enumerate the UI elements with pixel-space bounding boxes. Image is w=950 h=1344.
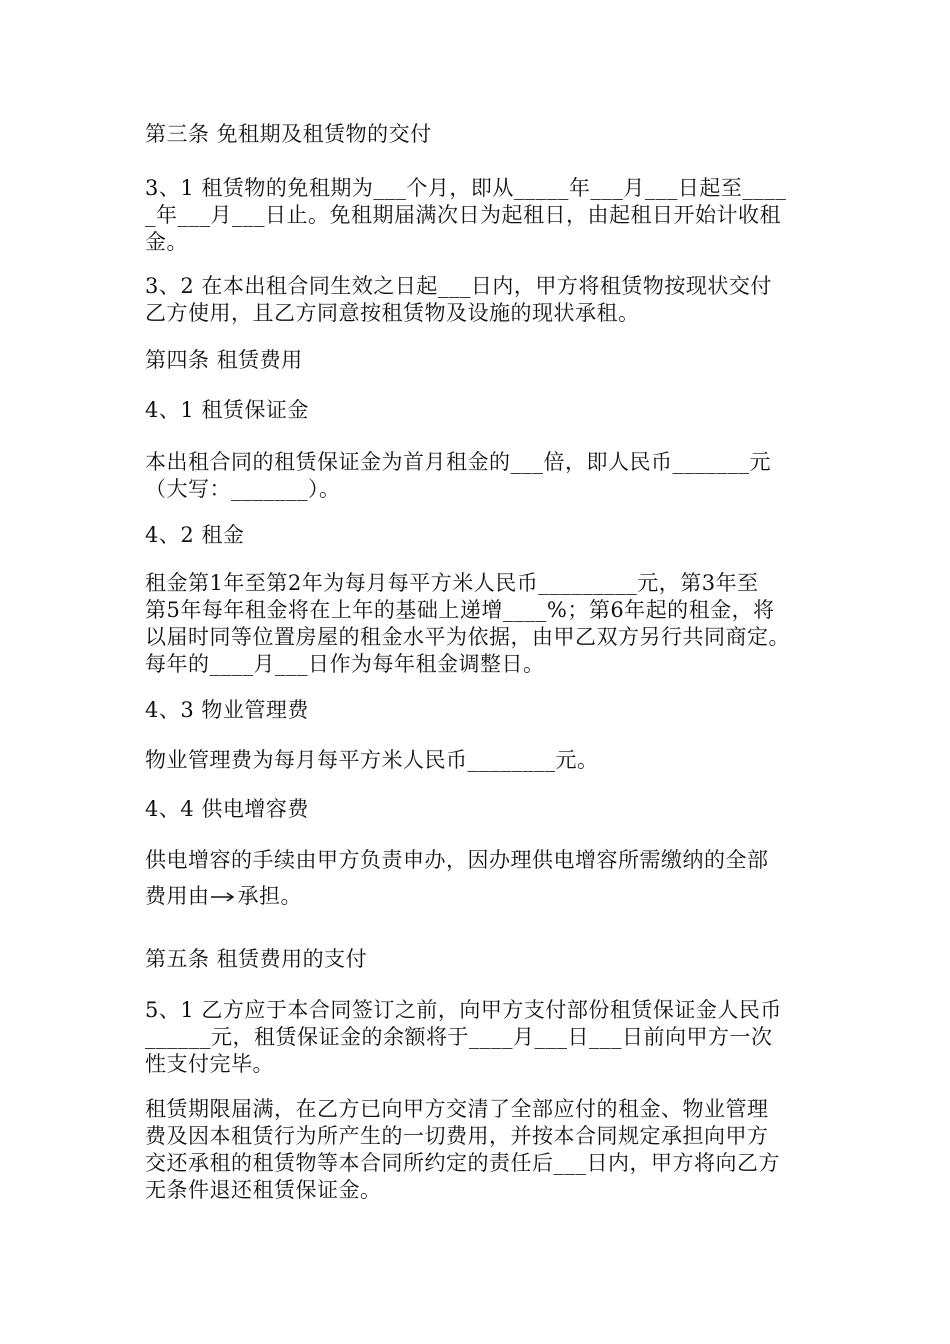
section-4-heading: 第四条 租赁费用 xyxy=(145,348,303,372)
clause-4-4-line2: 费用由 承担。 xyxy=(145,884,302,908)
clause-4-1-text: 本出租合同的租赁保证金为首月租金的___倍，即人民币_______元 （大写：_______）。 xyxy=(145,450,771,501)
clause-5-2: 租赁期限届满，在乙方已向甲方交清了全部应付的租金、物业管理 费及因本租赁行为所产生的一切费用，并按本合同规定承担向甲方 交还承租的租赁物等本合同所约定的责任后___日内，甲方将向乙方 无条件退还租赁保证金。 xyxy=(145,1097,780,1202)
section-3-heading: 第三条 免租期及租赁物的交付 xyxy=(145,122,432,146)
clause-4-4-text: 供电增容的手续由甲方负责申办，因办理供电增容所需缴纳的全部 费用由 承担。 xyxy=(145,847,813,910)
clause-3-1: 3、1 租赁物的免租期为___个月，即从_____年___月___日起至____ _年___月___日止。免租期届满次日为起租日，由起租日开始计收租 金。 xyxy=(145,176,787,254)
clause-4-2-title: 4、2 租金 xyxy=(145,523,245,547)
clause-4-1-title: 4、1 租赁保证金 xyxy=(145,398,309,422)
clause-5-1: 5、1 乙方应于本合同签订之前，向甲方支付部份租赁保证金人民币 ______元，租赁保证金的余额将于____月___日___日前向甲方一次 性支付完毕。 xyxy=(145,998,782,1076)
clause-4-3-text: 物业管理费为每月每平方米人民币________元。 xyxy=(145,748,599,772)
clause-4-2-text: 租金第1年至第2年为每月每平方米人民币_________元，第3年至 第5年每年租金将在上年的基础上递增____%；第6年起的租金，将 以届时同等位置房屋的租金水平为依据，由甲乙双方另行共同商定。 每年的____月___日作为每年租金调整日。 xyxy=(145,571,790,676)
clause-4-3-title: 4、3 物业管理费 xyxy=(145,698,309,722)
clause-4-4-title: 4、4 供电增容费 xyxy=(145,797,309,821)
arrow-icon xyxy=(210,883,238,910)
section-5-heading: 第五条 租赁费用的支付 xyxy=(145,947,368,971)
clause-3-2: 3、2 在本出租合同生效之日起___日内，甲方将租赁物按现状交付 乙方使用，且乙方同意按租赁物及设施的现状承租。 xyxy=(145,274,772,325)
